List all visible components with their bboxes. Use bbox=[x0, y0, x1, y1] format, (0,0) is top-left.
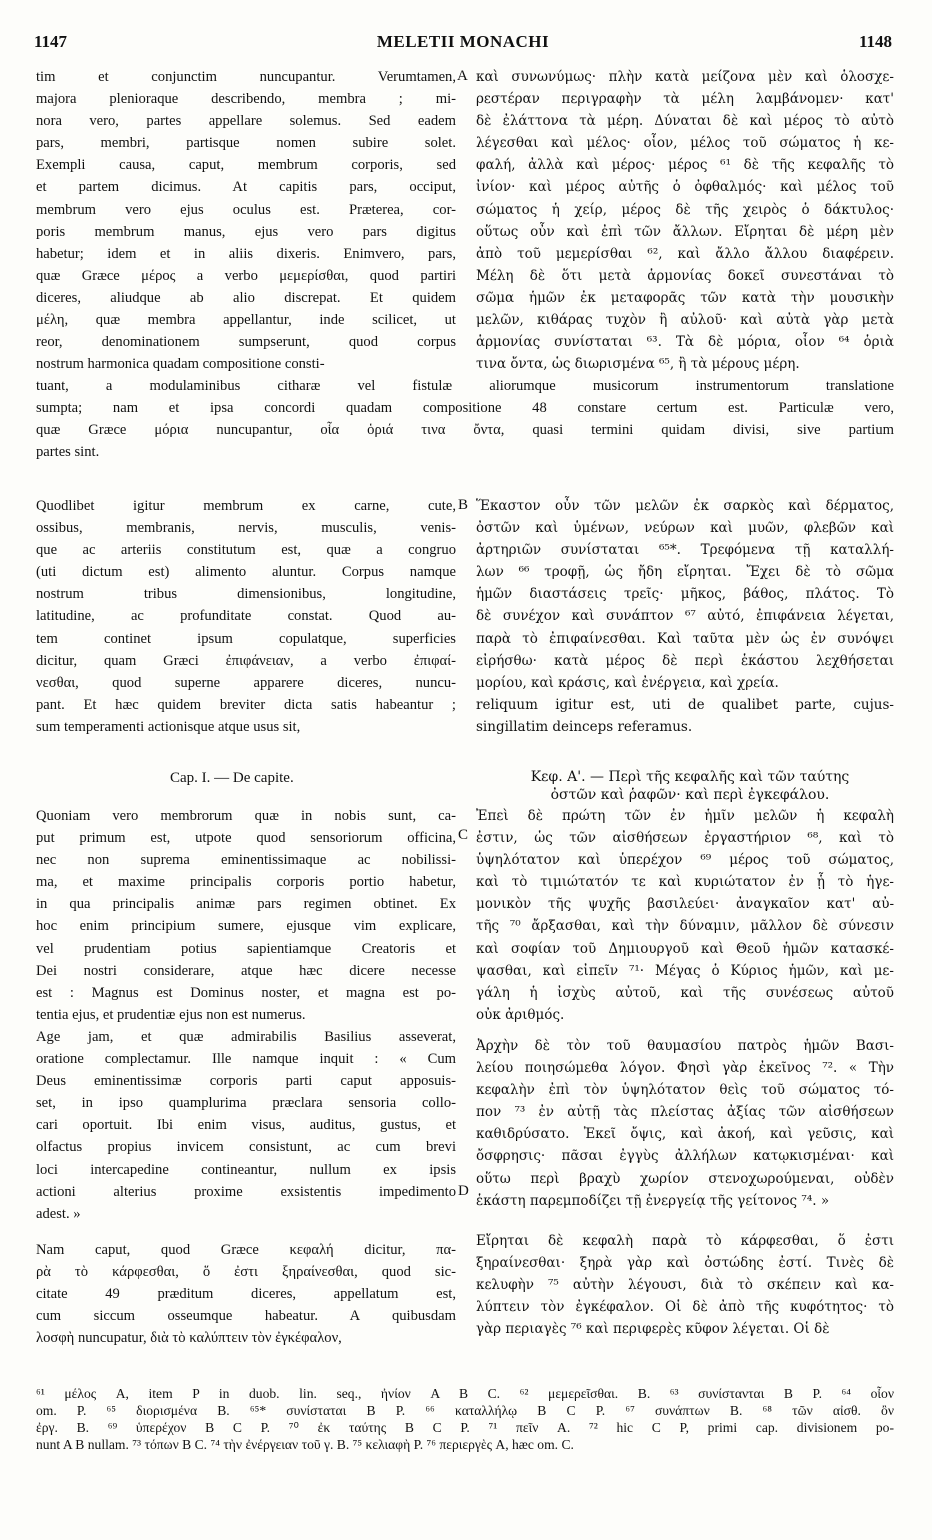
text-line: quæ Græce μέρος a verbo μεμερίσθαι, quod partiri bbox=[36, 267, 456, 284]
text-line: καθιδρύσατο. Ἐκεῖ ὄψις, καὶ ἀκοή, καὶ γεῦσις, καὶ bbox=[476, 1126, 894, 1143]
text-line: latitudine, ac profunditate constat. Quod au- bbox=[36, 608, 456, 625]
text-line: om. P. ⁶⁵ διορισμένα B. ⁶⁵* συνίσταται B P. ⁶⁶ καταλλήλῳ B C P. ⁶⁷ συνάπτων B. ⁶⁸ τῶν αἰσθ. ὂν bbox=[36, 1403, 894, 1418]
text-line: ἐστιν, ὡς τῶν αἰσθήσεων ἐργαστήριον ⁶⁸, καὶ τὸ bbox=[476, 830, 894, 847]
chapter-heading-greek-line: ὀστῶν καὶ ῥαφῶν· καὶ περὶ ἐγκεφάλου. bbox=[550, 787, 830, 803]
text-line: olfactus propius invicem consistunt, ac cum brevi bbox=[36, 1139, 456, 1156]
text-line: hoc enim principium sumere, ejusque vim explicare, bbox=[36, 918, 456, 935]
text-line: οὐκ ἀριθμός. bbox=[476, 1006, 565, 1023]
margin-marker-b: B bbox=[458, 497, 469, 513]
text-line: παρὰ τὸ ἐπιφαίνεσθαι. Καὶ ταῦτα μὲν ὡς ἐν συνόψει bbox=[476, 630, 894, 647]
text-line: Ἕκαστον οὖν τῶν μελῶν ἐκ σαρκὸς καὶ δέρματος, bbox=[476, 498, 894, 514]
margin-marker-c: C bbox=[458, 827, 469, 843]
text-line: τινα ὄντα, ὡς διωρισμένα ⁶⁵, ἢ τὰ μέρους μέρη. bbox=[476, 356, 800, 373]
text-line: σώματος ἡ χείρ, μέρος δὲ τῆς χειρὸς ὁ δάκτυλος· bbox=[476, 201, 894, 218]
text-line: actioni alterius proxime exsistentis impedimento bbox=[36, 1183, 456, 1200]
text-line: τῆς ⁷⁰ ἄρξασθαι, καὶ τὴν δύναμιν, μᾶλλον δὲ σύνεσιν bbox=[476, 918, 894, 935]
text-line: et partem dicimus. At capitis pars, occiput, bbox=[36, 179, 456, 196]
running-title: MELETII MONACHI bbox=[376, 32, 550, 51]
text-line: adest. » bbox=[36, 1205, 81, 1222]
text-line: φαλή, ἀλλὰ καὶ μέρος· μέρος ⁶¹ δὲ τῆς κεφαλῆς τὸ bbox=[476, 157, 894, 174]
text-line: Dei nostri considerare, atque hæc dicere necesse bbox=[36, 962, 456, 979]
text-line: οὕτω περὶ βραχὺ χωρίον στενοχωρούμεναι, οὐδὲν bbox=[476, 1170, 894, 1187]
text-line: λύπτειν τὸν ἐγκέφαλον. Οἱ δὲ ἀπὸ τῆς κυφότητος· τὸ bbox=[476, 1298, 894, 1315]
text-line: λων ⁶⁶ τροφῇ, ὡς ἤδη εἴρηται. Ἔχει δὲ τὸ σῶμα bbox=[476, 564, 894, 581]
text-line: Ἐπεὶ δὲ πρώτη τῶν ἐν ἡμῖν μελῶν ἡ κεφαλὴ bbox=[476, 808, 894, 824]
text-line: nunt A B nullam. ⁷³ τόπων B C. ⁷⁴ τὴν ἐνέργειαν τοῦ γ. B. ⁷⁵ κελιαφὴ P. ⁷⁶ περιεργὲς A, hæc om. C. bbox=[36, 1437, 574, 1452]
text-line: ὑψηλότατον καὶ ὑπερέχον ⁶⁹ μέρος τοῦ σώματος, bbox=[476, 852, 894, 869]
text-line: γάλη ἡ ἰσχὺς αὐτοῦ, καὶ τῆς συνέσεως αὐτοῦ bbox=[476, 984, 894, 1001]
text-line: καὶ σοφίαν τοῦ Δημιουργοῦ καὶ Θεοῦ ἡμῶν κατασκέ- bbox=[476, 940, 894, 957]
text-line: habetur; idem et in aliis dixeris. Enimvero, pars, bbox=[36, 245, 456, 262]
text-line: in qua principalis animæ pars regimen obtinet. Ex bbox=[36, 896, 456, 913]
text-line: Quoniam vero membrorum quæ in nobis sunt, ca- bbox=[36, 808, 456, 824]
text-line: ἁρμονίας συνίσταται ⁶³. Τὰ δὲ μόρια, οἷον ⁶⁴ ὁριὰ bbox=[476, 334, 894, 351]
greek-column-block-1 bbox=[476, 66, 894, 375]
full-width-block-1 bbox=[36, 375, 894, 463]
text-line: μονικὸν τῆς ψυχῆς βασιλεύει· ἀναγκαῖον κατ' αὐ- bbox=[476, 896, 894, 913]
latin-column-block-2 bbox=[36, 495, 456, 738]
text-line: εἰρήσθω· κατὰ μέρος δὲ περὶ ἑκάστου λεχθήσεται bbox=[476, 652, 894, 669]
text-line: ἀπὸ τοῦ μεμερίσθαι ⁶², καὶ ἄλλο ἄλλου διαφέρειν. bbox=[476, 245, 894, 262]
text-line: membrum vero ejus oculus est. Præterea, cor- bbox=[36, 201, 456, 218]
text-line: λέγεσθαι καὶ μέλος· οἷον, μέλος τοῦ σώματος ἡ κε- bbox=[476, 135, 894, 152]
text-line: Nam caput, quod Græce κεφαλή dicitur, πα- bbox=[36, 1241, 456, 1258]
text-line: ξηραίνεσθαι· ξηρὰ γὰρ καὶ ὀστώδης ἐστί. Τινὲς δὲ bbox=[476, 1254, 894, 1271]
text-line: nora vero, partes appellare solemus. Sed eadem bbox=[36, 113, 456, 130]
margin-marker-d: D bbox=[458, 1183, 469, 1199]
text-line: λοσφὴ nuncupatur, διὰ τὸ καλύπτειν τὸν ἐγκέφαλον, bbox=[36, 1330, 342, 1347]
text-line: ἀρτηριῶν συνίσταται ⁶⁵*. Τρεφόμενα τῇ καταλλή- bbox=[476, 542, 894, 559]
text-line: diceres, aliudque ab alio discrepat. Et quidem bbox=[36, 289, 456, 306]
text-line: νεσθαι, quod superne apparere diceres, nuncu- bbox=[36, 674, 456, 691]
text-line: vel prudentiam potius sapientiamque Creatoris et bbox=[36, 940, 456, 957]
text-line: tim et conjunctim nuncupantur. Verumtamen, bbox=[36, 69, 456, 85]
text-line: est : Magnus est Dominus noster, et magna est po- bbox=[36, 984, 456, 1001]
page-number-right: 1148 bbox=[858, 32, 892, 51]
text-line: loci intercapedine contineantur, nullum ex ipsis bbox=[36, 1161, 456, 1178]
text-line: πον ⁷³ ἐν αὐτῇ τὰς πλείστας ἀξίας τῶν αἰσθήσεων bbox=[476, 1104, 894, 1121]
text-line: ρεστέραν περιγραφὴν τὰ μέλη λαμβάνομεν· κατ' bbox=[476, 91, 894, 108]
text-line: ἰνίον· καὶ μέρος αὐτῆς ὁ ὀφθαλμός· καὶ μέλος τοῦ bbox=[476, 179, 894, 196]
text-line: pant. Et hæc quidem breviter dicta satis habeantur ; bbox=[36, 696, 456, 713]
text-line: tentia ejus, et prudentiæ ejus non est numerus. bbox=[36, 1006, 306, 1023]
text-line: ἐργ. B. ⁶⁹ ὑπερέχον B C P. ⁷⁰ ἐκ ταύτης B C P. ⁷¹ πεῖν A. ⁷² hic C P, primi cap. divisionem po- bbox=[36, 1420, 894, 1435]
text-line: pars, membri, partisque nomen subire solet. bbox=[36, 135, 456, 152]
text-line: Ἀρχὴν δὲ τὸν τοῦ θαυμασίου πατρὸς ἡμῶν Βασι- bbox=[476, 1037, 894, 1054]
text-line: poris membrum manus, ejus vero pars digitus bbox=[36, 223, 456, 240]
text-line: λείου ποιησώμεθα λόγον. Φησὶ γὰρ ἐκεῖνος ⁷². « Τὴν bbox=[476, 1060, 894, 1077]
text-line: tem continet ipsum copulatque, superficies bbox=[36, 630, 456, 647]
text-line: put primum est, utpote quod sensoriorum officina, bbox=[36, 830, 456, 847]
text-line: Age jam, et quæ admirabilis Basilius asseverat, bbox=[36, 1028, 456, 1045]
text-line: sum temperamenti actionisque atque usus sit, bbox=[36, 718, 301, 735]
text-line: Quodlibet igitur membrum ex carne, cute, bbox=[36, 498, 456, 514]
chapter-heading-greek bbox=[486, 768, 894, 804]
text-line: ὄσφρησις· πᾶσαι ἐγγὺς ἀλλήλων κατῳκισμέναι· καὶ bbox=[476, 1148, 894, 1165]
text-line: citate 49 præditum diceres, appellatum est, bbox=[36, 1285, 456, 1302]
text-line: dicitur, quam Græci ἐπιφάνειαν, a verbo ἐπιφαί- bbox=[36, 652, 456, 669]
text-line: sumpta; nam et ipsa concordi quadam compositione 48 constare certum est. Particulæ vero, bbox=[36, 400, 894, 417]
text-line: ὀστῶν καὶ ὑμένων, νεύρων καὶ μυῶν, φλεβῶν καὶ bbox=[476, 520, 894, 537]
text-line: Exempli causa, caput, membrum corporis, sed bbox=[36, 157, 456, 174]
text-line: κελυφὴν ⁷⁵ αὐτὴν λέγουσι, διὰ τὸ σκέπειν καὶ κα- bbox=[476, 1276, 894, 1293]
text-line: ρὰ τὸ κάρφεσθαι, ὅ ἐστι ξηραίνεσθαι, quod sic- bbox=[36, 1263, 456, 1280]
text-line: μέλη, quæ membra appellantur, inde scilicet, ut bbox=[36, 312, 456, 329]
latin-column-block-3 bbox=[36, 805, 456, 1349]
text-line: nostrum tribus dimensionibus, longitudine, bbox=[36, 586, 456, 603]
text-line: μελῶν, κιθάρας τυχὸν ἢ αὐλοῦ· καὶ αὐτὰ γὰρ μετὰ bbox=[476, 312, 894, 329]
page-number-left: 1147 bbox=[34, 32, 68, 51]
text-line: δὲ ἐλάττονα τὰ μέρη. Δύναται δὲ καὶ μέρος τὸ αὐτὸ bbox=[476, 113, 894, 130]
text-line: σῶμα ἡμῶν ἐκ μεταφορᾶς τῶν κατὰ τὴν μουσικὴν bbox=[476, 289, 894, 306]
text-line: reor, denominationem sumpserunt, quod corpus bbox=[36, 334, 456, 351]
text-line: ψασθαι, καὶ εἰπεῖν ⁷¹· Μέγας ὁ Κύριος ἡμῶν, καὶ με- bbox=[476, 962, 894, 979]
text-line: oratione complectamur. Ille namque inquit : « Cum bbox=[36, 1051, 456, 1068]
text-line: ἑκάστη παρεμποδίζει τῇ ἐνεργείᾳ τῆς γείτονος ⁷⁴. » bbox=[476, 1192, 830, 1209]
text-line: ma, et maxime principalis corporis portio habetur, bbox=[36, 874, 456, 891]
text-line: ⁶¹ μέλος A, item P in duob. lin. seq., ἠνίον A B C. ⁶² μεμερεῖσθαι. B. ⁶³ συνίστανται B P. ⁶⁴ οἷον bbox=[36, 1386, 894, 1401]
text-line: majora plenioraque describendo, membra ; mi- bbox=[36, 91, 456, 108]
text-line: καὶ τὸ τιμιώτατόν τε καὶ κυριώτατον ἐν ᾗ τὸ ἡγε- bbox=[476, 874, 894, 891]
text-line: nec non suprema eminentissimaque ac nobilissi- bbox=[36, 852, 456, 869]
text-line: nostrum harmonica quadam compositione consti- bbox=[36, 356, 325, 373]
text-line: γὰρ περιαγὲς ⁷⁶ καὶ περιφερὲς κῦφον λέγεται. Οἱ δὲ bbox=[476, 1321, 830, 1338]
chapter-heading-greek-line: Κεφ. Α'. — Περὶ τῆς κεφαλῆς καὶ τῶν ταύτης bbox=[530, 769, 850, 785]
chapter-heading-latin: Cap. I. — De capite. bbox=[170, 770, 294, 786]
latin-column-block-1 bbox=[36, 66, 456, 375]
text-line: set, in ipso quamplurima præclara sensoria collo- bbox=[36, 1095, 456, 1112]
text-line: tuant, a modulaminibus citharæ vel fistulæ aliorumque musicorum instrumentorum translatione bbox=[36, 378, 894, 394]
text-line: partes sint. bbox=[36, 444, 100, 461]
greek-column-block-3 bbox=[476, 805, 894, 1340]
text-line: Μέλη δὲ ὅτι μετὰ ἁρμονίας δοκεῖ συνεστάναι τὸ bbox=[476, 267, 894, 284]
text-line: quæ Græce μόρια nuncupantur, οἷα ὁριά τινα ὄντα, quasi termini quidam divisi, sive partium bbox=[36, 422, 894, 439]
text-line: μορίου, καὶ κράσις, καὶ ἐνέργεια, καὶ χρεία. bbox=[476, 674, 779, 691]
footnotes bbox=[36, 1385, 894, 1453]
text-line: ἡμῶν διαστάσεις τρεῖς· μῆκος, βάθος, πλάτος. Τὸ bbox=[476, 586, 894, 603]
text-line: κεφαλὴν ἐπὶ τὸν ὑψηλότατον θεὶς τοῦ σώματος τό- bbox=[476, 1082, 894, 1099]
text-line: reliquum igitur est, uti de qualibet parte, cujus- bbox=[476, 696, 894, 713]
text-line: que ac arteriis constitutum est, quæ a congruo bbox=[36, 542, 456, 559]
greek-column-block-2 bbox=[476, 495, 894, 738]
running-header bbox=[34, 32, 892, 62]
text-line: ossibus, membranis, nervis, musculis, venis- bbox=[36, 520, 456, 537]
margin-marker-a: A bbox=[457, 68, 468, 84]
text-line: Εἴρηται δὲ κεφαλὴ παρὰ τὸ κάρφεσθαι, ὅ ἐστι bbox=[476, 1232, 894, 1249]
text-line: οὕτως οὖν καὶ ἐπὶ τῶν ἄλλων. Εἴρηται δὲ μέρη μὲν bbox=[476, 223, 894, 240]
text-line: singillatim deinceps referamus. bbox=[476, 718, 693, 735]
text-line: δὲ συνέχον καὶ συνάπτον ⁶⁷ αὐτό, ἐπιφάνεια λέγεται, bbox=[476, 608, 894, 625]
text-line: cum siccum osseumque habeatur. A quibusdam bbox=[36, 1308, 456, 1325]
text-line: (uti dictum est) alimento aluntur. Corpus namque bbox=[36, 564, 456, 581]
text-line: καὶ συνωνύμως· πλὴν κατὰ μείζονα μὲν καὶ ὁλοσχε- bbox=[476, 69, 894, 85]
text-line: cari oportuit. Ibi enim visus, auditus, gustus, et bbox=[36, 1117, 456, 1134]
text-line: Deus eminentissimæ corporis parti caput apposuis- bbox=[36, 1073, 456, 1090]
